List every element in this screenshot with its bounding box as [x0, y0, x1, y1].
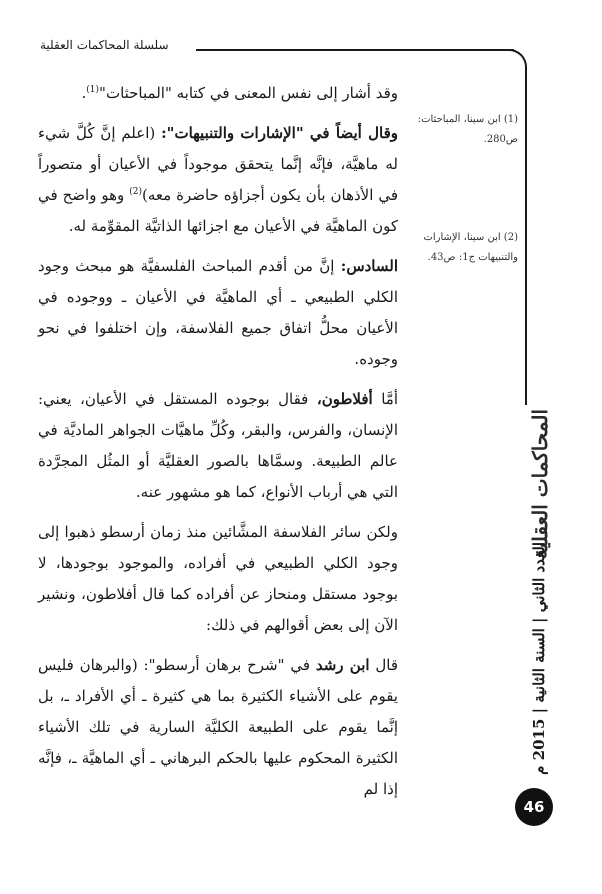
paragraph-text: ولكن سائر الفلاسفة المشَّائين منذ زمان أرسطو ذهبوا إلى وجود الكلي الطبيعي في أفراده، والموجود بوجودها، لا بوجود مستقل ومنحاز عن أفراده كما قال أفلاطون، ونشير الآن إلى بعض أقوالهم في ذلك:	[38, 523, 398, 634]
paragraph-text: في "شرح برهان أرسطو": (والبرهان فليس يقوم على الأشياء الكثيرة بما هي كثيرة ـ أي الأفراد ـ، بل إنَّما يقوم على الطبيعة الكليَّة السارية في تلك الأشياء الكثيرة المحكوم عليها بالحكم البرهاني ـ أي الماهيَّة ـ، فإنَّه إذا لم	[38, 656, 398, 798]
paragraph-lead: أفلاطون،	[316, 390, 373, 408]
page-number-badge: 46	[515, 788, 553, 826]
page-frame-corner	[509, 49, 527, 405]
paragraph-pre: أمَّا	[372, 390, 398, 408]
paragraph-lead: وقال أيضاً في "الإشارات والتنبيهات":	[161, 124, 398, 142]
series-title: سلسلة المحاكمات العقلية	[40, 38, 169, 52]
footnote-2: (2) ابن سينا، الإشارات والتنبيهات ج1: ص43.	[423, 232, 518, 263]
footnote-1: (1) ابن سينا، المباحثات: ص280.	[417, 114, 518, 145]
paragraph-6	[38, 650, 398, 805]
issue-info	[524, 540, 554, 776]
paragraph-2	[38, 118, 398, 242]
paragraph-pre: قال	[369, 656, 398, 674]
paragraph-text: إنَّ من أقدم المباحث الفلسفيَّة هو مبحث وجود الكلي الطبيعي ـ أي الماهيَّة في الأعيان ـ ووجوده في الأعيان محلُّ اتفاق جميع الفلاسفة، وإن اختلفوا في نحو وجوده.	[38, 257, 398, 368]
header-rule	[196, 49, 514, 51]
paragraph-end: وهو واضح في كون الماهيَّة في الأعيان مع اجزائها الذاتيَّة المقوِّمة له.	[38, 186, 398, 235]
paragraph-4	[38, 384, 398, 508]
main-text	[38, 78, 398, 814]
paragraph-3	[38, 251, 398, 375]
paragraph-5	[38, 517, 398, 641]
paragraph-lead: السادس:	[340, 257, 398, 275]
footnote-ref: (1)	[86, 85, 100, 95]
journal-logo	[520, 409, 560, 559]
paragraph-end: .	[81, 84, 87, 102]
paragraph-text: (اعلم إنَّ كُلَّ شيء له ماهيَّة، فإنَّه إنَّما يتحقق موجوداً في الأعيان أو متصوراً في الأذهان بأن يكون أجزاؤه حاضرة معه)	[38, 124, 399, 204]
issue-info-text: العدد الثاني | السنة الثانية | 2015 م	[530, 541, 548, 775]
paragraph-lead: ابن رشد	[315, 656, 370, 674]
paragraph-text: فقال بوجوده المستقل في الأعيان، يعني: الإنسان، والفرس، والبقر، وكُلِّ ماهيَّات الجواهر الماديَّة في عالم الطبيعة. وسمَّاها بالصور العقليَّة أو المثُل المجرَّدة التي هي أرباب الأنواع، كما هو مشهور عنه.	[38, 390, 398, 501]
journal-name: المحاكمات العقلية	[528, 409, 552, 559]
footnote-ref: (2)	[129, 187, 142, 197]
paragraph-1	[38, 78, 398, 109]
paragraph-text: وقد أشار إلى نفس المعنى في كتابه "المباحثات"	[99, 84, 398, 102]
